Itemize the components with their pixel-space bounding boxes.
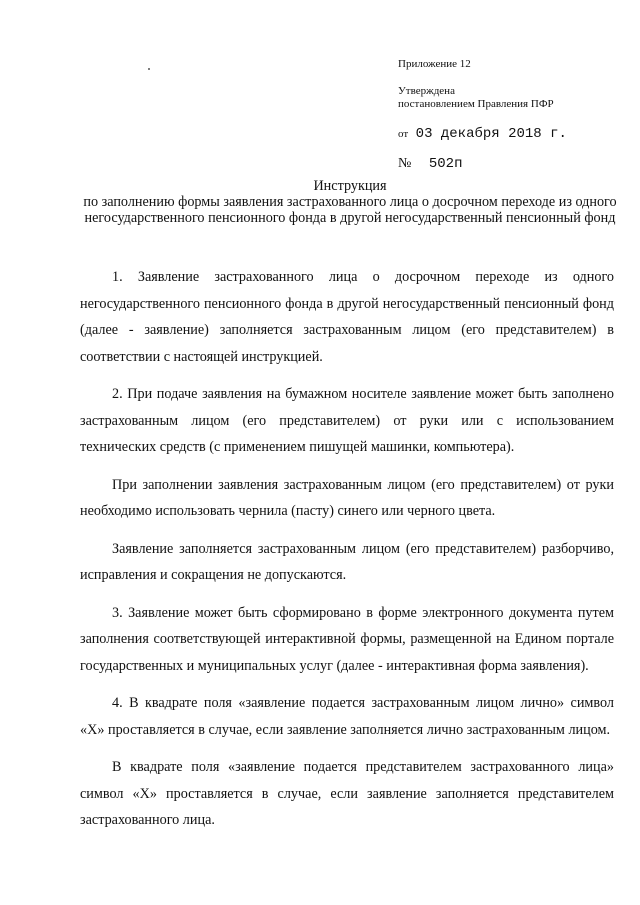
number-value: 502п: [428, 156, 463, 172]
date-row: [398, 125, 628, 143]
number-label: №: [398, 156, 412, 171]
date-label: от: [398, 128, 409, 140]
appendix-label: Приложение 12: [398, 58, 471, 70]
number-row: [398, 155, 628, 173]
paragraph-7: В квадрате поля «заявление подается представителем застрахованного лица» символ «Х» проставляется в случае, если заявление заполняется представителем застрахованного лица.: [80, 759, 614, 828]
approval-block: [398, 58, 628, 173]
title-subtitle: по заполнению формы заявления застрахованного лица о досрочном переходе из одного негосударственного пенсионного фонда в другой негосударственный пенсионный фонд: [83, 194, 617, 226]
document-title: [70, 178, 630, 226]
paragraph-5: 3. Заявление может быть сформировано в форме электронного документа путем заполнения соответствующей интерактивной формы, размещенной на Едином портале государственных и муниципальных услуг (далее - интерактивная форма заявления).: [80, 604, 614, 674]
title-main: Инструкция: [313, 178, 387, 194]
approved-label: Утверждена: [398, 85, 455, 97]
resolution-label: постановлением Правления ПФР: [398, 98, 554, 110]
paragraph-6: 4. В квадрате поля «заявление подается застрахованным лицом лично» символ «Х» проставляется в случае, если заявление заполняется лично застрахованным лицом.: [80, 695, 614, 738]
paragraph-1: 1. Заявление застрахованного лица о досрочном переходе из одного негосударственного пенсионного фонда в другой негосударственный пенсионный фонд (далее - заявление) заполняется застрахованным лицом (его представителем) в соответствии с настоящей инструкцией.: [80, 269, 614, 365]
instruction-body: [80, 264, 614, 845]
date-value: 03 декабря 2018 г.: [415, 126, 567, 142]
paragraph-3: При заполнении заявления застрахованным лицом (его представителем) от руки необходимо использовать чернила (пасту) синего или черного цвета.: [80, 476, 614, 519]
paragraph-4: Заявление заполняется застрахованным лицом (его представителем) разборчиво, исправления и сокращения не допускаются.: [80, 540, 614, 583]
scan-speck: [148, 68, 150, 70]
paragraph-2: 2. При подаче заявления на бумажном носителе заявление может быть заполнено застрахованным лицом (его представителем) от руки или с использованием технических средств (с применением пишущей машинки, компьютера).: [80, 386, 614, 455]
